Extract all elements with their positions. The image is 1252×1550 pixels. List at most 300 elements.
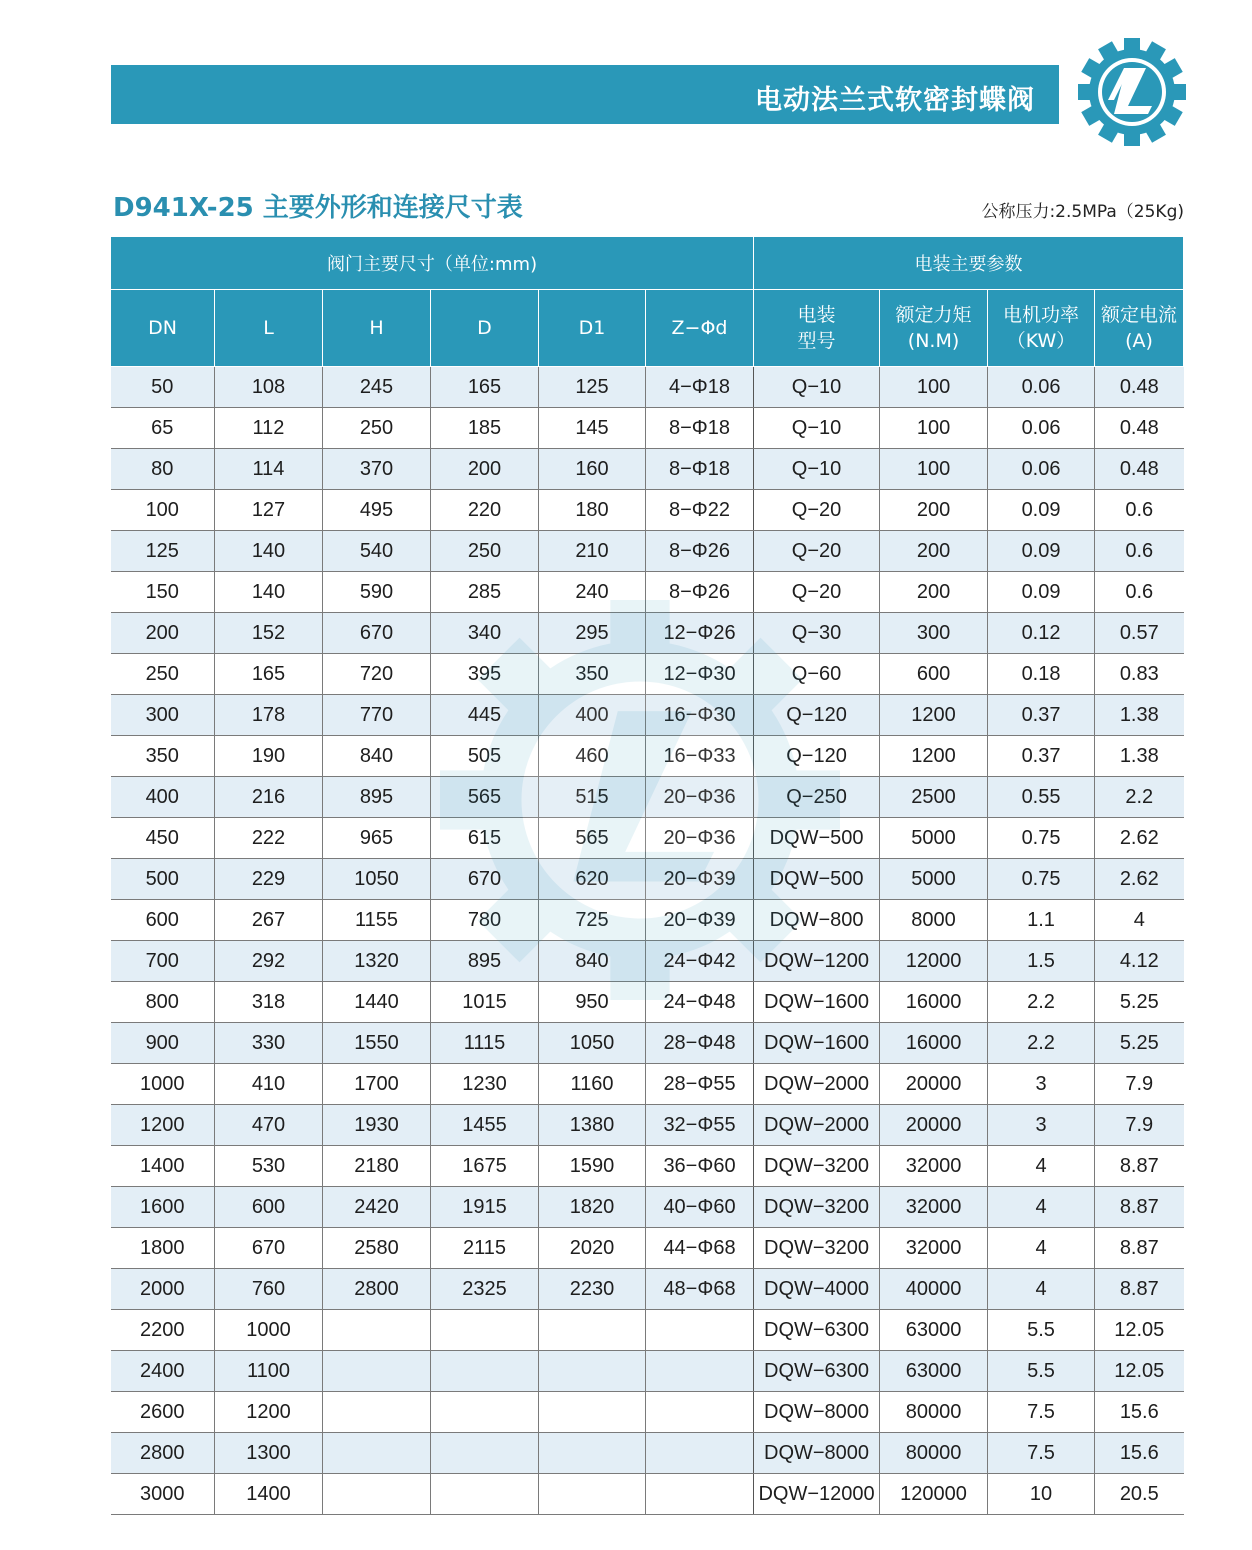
table-row <box>111 1310 1184 1351</box>
col-dn-cell: 2200 <box>111 1310 215 1351</box>
group-header-valve: 阀门主要尺寸（单位:mm) <box>111 237 754 290</box>
col-h-cell: 895 <box>323 777 431 818</box>
col-motor-power-cell: 0.06 <box>988 367 1095 408</box>
col-l-cell: 760 <box>215 1269 323 1310</box>
col-z-phi-d-cell <box>646 1474 754 1515</box>
col-l-cell: 222 <box>215 818 323 859</box>
col-l-cell: 600 <box>215 1187 323 1228</box>
header-line: 额定力矩 <box>895 304 972 326</box>
table-row <box>111 900 1184 941</box>
col-z-phi-d-cell: 16−Φ30 <box>646 695 754 736</box>
col-rated-torque-cell: 80000 <box>880 1433 988 1474</box>
col-motor-power-cell: 10 <box>988 1474 1095 1515</box>
col-dn-cell: 3000 <box>111 1474 215 1515</box>
col-d1-cell: 295 <box>539 613 646 654</box>
col-d-cell: 200 <box>431 449 539 490</box>
col-rated-torque-cell: 5000 <box>880 818 988 859</box>
col-d-cell: 1015 <box>431 982 539 1023</box>
col-h-cell: 965 <box>323 818 431 859</box>
col-actuator-model-cell: Q−120 <box>754 695 880 736</box>
col-actuator-model-cell: DQW−500 <box>754 818 880 859</box>
col-d-cell: 780 <box>431 900 539 941</box>
col-d-cell: 1230 <box>431 1064 539 1105</box>
col-motor-power-cell: 0.09 <box>988 531 1095 572</box>
col-d-cell: 250 <box>431 531 539 572</box>
col-dn-cell: 400 <box>111 777 215 818</box>
table-row <box>111 818 1184 859</box>
col-dn-cell: 200 <box>111 613 215 654</box>
col-rated-current-cell: 7.9 <box>1095 1105 1184 1146</box>
col-h-cell: 245 <box>323 367 431 408</box>
col-l-cell: 410 <box>215 1064 323 1105</box>
col-h-cell: 1930 <box>323 1105 431 1146</box>
col-d-cell: 340 <box>431 613 539 654</box>
table-row <box>111 859 1184 900</box>
col-z-phi-d-cell: 16−Φ33 <box>646 736 754 777</box>
col-d1-cell: 350 <box>539 654 646 695</box>
col-d1-cell: 725 <box>539 900 646 941</box>
table-row <box>111 1064 1184 1105</box>
table-row <box>111 736 1184 777</box>
col-dn-cell: 1800 <box>111 1228 215 1269</box>
col-d-cell: 1915 <box>431 1187 539 1228</box>
col-dn-cell: 1400 <box>111 1146 215 1187</box>
col-z-phi-d-cell: 20−Φ39 <box>646 900 754 941</box>
col-dn-cell: 1200 <box>111 1105 215 1146</box>
col-dn-cell: 300 <box>111 695 215 736</box>
col-motor-power-cell: 4 <box>988 1228 1095 1269</box>
col-d-cell <box>431 1351 539 1392</box>
col-l-cell: 470 <box>215 1105 323 1146</box>
col-dn-cell: 1000 <box>111 1064 215 1105</box>
col-dn-cell: 50 <box>111 367 215 408</box>
table-row <box>111 449 1184 490</box>
col-actuator-model-cell: Q−20 <box>754 531 880 572</box>
col-rated-torque-cell: 100 <box>880 367 988 408</box>
table-row <box>111 941 1184 982</box>
col-d-cell: 670 <box>431 859 539 900</box>
col-z-phi-d-cell <box>646 1392 754 1433</box>
col-rated-torque-cell: 5000 <box>880 859 988 900</box>
col-h-cell: 1440 <box>323 982 431 1023</box>
col-l-cell: 292 <box>215 941 323 982</box>
header-line: D1 <box>578 317 606 339</box>
table-row <box>111 1269 1184 1310</box>
table-row <box>111 1351 1184 1392</box>
col-h-cell: 250 <box>323 408 431 449</box>
col-dn-cell: 65 <box>111 408 215 449</box>
col-actuator-model-cell: DQW−2000 <box>754 1064 880 1105</box>
col-l-cell: 112 <box>215 408 323 449</box>
col-z-phi-d-cell: 40−Φ60 <box>646 1187 754 1228</box>
col-rated-current-cell: 0.57 <box>1095 613 1184 654</box>
col-rated-torque-cell: 100 <box>880 449 988 490</box>
col-actuator-model-cell: DQW−3200 <box>754 1187 880 1228</box>
col-actuator-model-cell: Q−30 <box>754 613 880 654</box>
col-dn-cell: 2800 <box>111 1433 215 1474</box>
col-h-cell: 2580 <box>323 1228 431 1269</box>
col-h-cell <box>323 1392 431 1433</box>
col-motor-power-cell: 0.75 <box>988 859 1095 900</box>
col-rated-current-cell: 2.62 <box>1095 859 1184 900</box>
col-d1-cell: 180 <box>539 490 646 531</box>
header-line: 额定电流 <box>1101 304 1178 326</box>
col-actuator-model-cell: DQW−1600 <box>754 982 880 1023</box>
col-l-cell: 178 <box>215 695 323 736</box>
col-d-cell <box>431 1392 539 1433</box>
col-d1-cell <box>539 1310 646 1351</box>
col-rated-current-cell: 1.38 <box>1095 695 1184 736</box>
header-line: H <box>369 317 384 339</box>
col-z-phi-d-cell: 48−Φ68 <box>646 1269 754 1310</box>
group-header-actuator: 电装主要参数 <box>754 237 1184 290</box>
col-rated-current-cell: 7.9 <box>1095 1064 1184 1105</box>
col-l-header <box>215 290 323 367</box>
col-rated-current-cell: 20.5 <box>1095 1474 1184 1515</box>
col-d1-cell: 1380 <box>539 1105 646 1146</box>
col-motor-power-cell: 2.2 <box>988 1023 1095 1064</box>
col-d-header <box>431 290 539 367</box>
col-motor-power-cell: 0.37 <box>988 695 1095 736</box>
dimension-table <box>110 236 1184 1515</box>
col-h-cell: 1320 <box>323 941 431 982</box>
col-l-cell: 152 <box>215 613 323 654</box>
col-rated-torque-cell: 200 <box>880 490 988 531</box>
col-h-header <box>323 290 431 367</box>
col-h-cell: 1550 <box>323 1023 431 1064</box>
col-z-phi-d-cell: 8−Φ22 <box>646 490 754 531</box>
col-h-cell: 1700 <box>323 1064 431 1105</box>
table-row <box>111 1228 1184 1269</box>
col-d-cell: 565 <box>431 777 539 818</box>
col-dn-cell: 250 <box>111 654 215 695</box>
col-rated-current-cell: 0.83 <box>1095 654 1184 695</box>
col-z-phi-d-cell <box>646 1310 754 1351</box>
col-motor-power-cell: 0.09 <box>988 572 1095 613</box>
col-rated-torque-cell: 32000 <box>880 1187 988 1228</box>
col-h-cell <box>323 1310 431 1351</box>
col-h-cell: 670 <box>323 613 431 654</box>
col-actuator-model-cell: Q−10 <box>754 449 880 490</box>
col-dn-cell: 2600 <box>111 1392 215 1433</box>
col-motor-power-cell: 0.75 <box>988 818 1095 859</box>
col-motor-power-cell: 1.5 <box>988 941 1095 982</box>
col-actuator-model-cell: DQW−6300 <box>754 1310 880 1351</box>
col-d-cell: 2325 <box>431 1269 539 1310</box>
col-actuator-model-cell: DQW−2000 <box>754 1105 880 1146</box>
col-rated-torque-cell: 1200 <box>880 695 988 736</box>
col-motor-power-cell: 4 <box>988 1146 1095 1187</box>
col-h-cell: 495 <box>323 490 431 531</box>
col-d-cell: 445 <box>431 695 539 736</box>
col-d1-cell: 565 <box>539 818 646 859</box>
col-rated-current-cell: 0.6 <box>1095 572 1184 613</box>
table-row <box>111 1187 1184 1228</box>
col-z-phi-d-cell: 20−Φ39 <box>646 859 754 900</box>
col-rated-torque-cell: 200 <box>880 572 988 613</box>
header-line: （KW） <box>1006 330 1076 352</box>
col-dn-header <box>111 290 215 367</box>
col-rated-torque-cell: 100 <box>880 408 988 449</box>
table-row <box>111 1105 1184 1146</box>
col-rated-current-cell: 15.6 <box>1095 1392 1184 1433</box>
col-h-cell: 370 <box>323 449 431 490</box>
col-d-cell: 185 <box>431 408 539 449</box>
col-dn-cell: 150 <box>111 572 215 613</box>
col-d-cell: 1675 <box>431 1146 539 1187</box>
col-d-cell: 285 <box>431 572 539 613</box>
col-h-cell: 540 <box>323 531 431 572</box>
col-h-cell: 2800 <box>323 1269 431 1310</box>
col-d1-cell: 1590 <box>539 1146 646 1187</box>
col-dn-cell: 2400 <box>111 1351 215 1392</box>
col-h-cell: 720 <box>323 654 431 695</box>
table-row <box>111 1474 1184 1515</box>
col-rated-current-cell: 0.48 <box>1095 408 1184 449</box>
col-motor-power-cell: 5.5 <box>988 1351 1095 1392</box>
col-l-cell: 1400 <box>215 1474 323 1515</box>
col-l-cell: 1100 <box>215 1351 323 1392</box>
col-l-cell: 229 <box>215 859 323 900</box>
col-d-cell: 1455 <box>431 1105 539 1146</box>
col-z-phi-d-cell: 4−Φ18 <box>646 367 754 408</box>
col-rated-torque-cell: 2500 <box>880 777 988 818</box>
col-z-phi-d-header <box>646 290 754 367</box>
col-rated-torque-cell: 63000 <box>880 1310 988 1351</box>
col-l-cell: 140 <box>215 572 323 613</box>
col-rated-torque-cell: 200 <box>880 531 988 572</box>
table-row <box>111 367 1184 408</box>
col-motor-power-cell: 5.5 <box>988 1310 1095 1351</box>
col-h-cell: 770 <box>323 695 431 736</box>
col-d1-cell: 125 <box>539 367 646 408</box>
col-actuator-model-cell: DQW−6300 <box>754 1351 880 1392</box>
col-rated-current-header <box>1095 290 1184 367</box>
col-d1-cell: 160 <box>539 449 646 490</box>
col-d1-cell: 840 <box>539 941 646 982</box>
table-row <box>111 695 1184 736</box>
table-row <box>111 982 1184 1023</box>
col-l-cell: 530 <box>215 1146 323 1187</box>
col-z-phi-d-cell: 8−Φ18 <box>646 408 754 449</box>
col-rated-torque-cell: 1200 <box>880 736 988 777</box>
col-rated-current-cell: 8.87 <box>1095 1187 1184 1228</box>
col-z-phi-d-cell: 8−Φ26 <box>646 572 754 613</box>
col-actuator-model-cell: DQW−3200 <box>754 1228 880 1269</box>
col-d1-cell: 400 <box>539 695 646 736</box>
col-actuator-model-cell: Q−20 <box>754 490 880 531</box>
col-d1-cell: 2230 <box>539 1269 646 1310</box>
col-l-cell: 140 <box>215 531 323 572</box>
table-row <box>111 777 1184 818</box>
col-rated-current-cell: 2.2 <box>1095 777 1184 818</box>
col-motor-power-header <box>988 290 1095 367</box>
col-motor-power-cell: 0.18 <box>988 654 1095 695</box>
col-rated-torque-cell: 20000 <box>880 1064 988 1105</box>
col-motor-power-cell: 1.1 <box>988 900 1095 941</box>
col-h-cell: 1050 <box>323 859 431 900</box>
col-h-cell: 590 <box>323 572 431 613</box>
table-row <box>111 490 1184 531</box>
col-z-phi-d-cell: 44−Φ68 <box>646 1228 754 1269</box>
table-row <box>111 531 1184 572</box>
col-rated-current-cell: 4.12 <box>1095 941 1184 982</box>
col-d1-cell: 1820 <box>539 1187 646 1228</box>
header-line: Z−Φd <box>671 317 728 339</box>
col-dn-cell: 2000 <box>111 1269 215 1310</box>
col-dn-cell: 125 <box>111 531 215 572</box>
col-z-phi-d-cell: 24−Φ42 <box>646 941 754 982</box>
col-d1-cell: 950 <box>539 982 646 1023</box>
col-l-cell: 318 <box>215 982 323 1023</box>
col-rated-current-cell: 8.87 <box>1095 1146 1184 1187</box>
col-d1-cell: 515 <box>539 777 646 818</box>
col-actuator-model-cell: Q−60 <box>754 654 880 695</box>
col-dn-cell: 1600 <box>111 1187 215 1228</box>
col-rated-current-cell: 0.6 <box>1095 531 1184 572</box>
header-line: (N.M) <box>907 330 960 352</box>
col-rated-current-cell: 1.38 <box>1095 736 1184 777</box>
table-row <box>111 613 1184 654</box>
header-line: L <box>263 317 274 339</box>
col-h-cell <box>323 1351 431 1392</box>
col-h-cell: 840 <box>323 736 431 777</box>
col-d1-cell: 1160 <box>539 1064 646 1105</box>
table-row <box>111 408 1184 449</box>
col-z-phi-d-cell: 32−Φ55 <box>646 1105 754 1146</box>
col-z-phi-d-cell: 8−Φ26 <box>646 531 754 572</box>
col-z-phi-d-cell <box>646 1351 754 1392</box>
table-row <box>111 1433 1184 1474</box>
col-d-cell: 395 <box>431 654 539 695</box>
col-motor-power-cell: 7.5 <box>988 1392 1095 1433</box>
col-rated-current-cell: 0.48 <box>1095 367 1184 408</box>
col-motor-power-cell: 3 <box>988 1064 1095 1105</box>
col-rated-current-cell: 8.87 <box>1095 1269 1184 1310</box>
col-rated-torque-cell: 8000 <box>880 900 988 941</box>
col-rated-current-cell: 2.62 <box>1095 818 1184 859</box>
col-rated-current-cell: 5.25 <box>1095 982 1184 1023</box>
col-d1-cell: 240 <box>539 572 646 613</box>
table-row <box>111 1392 1184 1433</box>
col-z-phi-d-cell: 28−Φ55 <box>646 1064 754 1105</box>
col-l-cell: 114 <box>215 449 323 490</box>
col-rated-torque-cell: 20000 <box>880 1105 988 1146</box>
col-motor-power-cell: 3 <box>988 1105 1095 1146</box>
table-row <box>111 1023 1184 1064</box>
col-h-cell: 2180 <box>323 1146 431 1187</box>
col-l-cell: 108 <box>215 367 323 408</box>
col-l-cell: 1200 <box>215 1392 323 1433</box>
col-actuator-model-cell: Q−250 <box>754 777 880 818</box>
col-actuator-model-cell: DQW−500 <box>754 859 880 900</box>
col-d1-cell: 210 <box>539 531 646 572</box>
col-z-phi-d-cell: 20−Φ36 <box>646 777 754 818</box>
col-rated-torque-header <box>880 290 988 367</box>
header-line: 电机功率 <box>1003 304 1080 326</box>
company-logo-icon <box>1078 38 1186 146</box>
col-d-cell: 165 <box>431 367 539 408</box>
col-l-cell: 216 <box>215 777 323 818</box>
col-actuator-model-cell: DQW−8000 <box>754 1433 880 1474</box>
table-row <box>111 1146 1184 1187</box>
col-z-phi-d-cell: 8−Φ18 <box>646 449 754 490</box>
col-z-phi-d-cell: 12−Φ30 <box>646 654 754 695</box>
header-line: 型号 <box>797 330 836 352</box>
col-rated-torque-cell: 120000 <box>880 1474 988 1515</box>
header-line: DN <box>148 317 177 339</box>
col-actuator-model-cell: Q−10 <box>754 408 880 449</box>
col-d1-cell <box>539 1351 646 1392</box>
col-rated-current-cell: 5.25 <box>1095 1023 1184 1064</box>
col-dn-cell: 700 <box>111 941 215 982</box>
col-rated-torque-cell: 300 <box>880 613 988 654</box>
col-motor-power-cell: 0.55 <box>988 777 1095 818</box>
col-d-cell <box>431 1310 539 1351</box>
col-dn-cell: 100 <box>111 490 215 531</box>
col-z-phi-d-cell: 28−Φ48 <box>646 1023 754 1064</box>
col-h-cell <box>323 1433 431 1474</box>
col-rated-torque-cell: 63000 <box>880 1351 988 1392</box>
col-rated-torque-cell: 12000 <box>880 941 988 982</box>
col-l-cell: 190 <box>215 736 323 777</box>
col-rated-current-cell: 0.48 <box>1095 449 1184 490</box>
col-actuator-model-cell: DQW−4000 <box>754 1269 880 1310</box>
col-d1-cell: 1050 <box>539 1023 646 1064</box>
col-actuator-model-cell: Q−120 <box>754 736 880 777</box>
col-motor-power-cell: 2.2 <box>988 982 1095 1023</box>
col-d1-cell: 620 <box>539 859 646 900</box>
col-dn-cell: 350 <box>111 736 215 777</box>
col-l-cell: 267 <box>215 900 323 941</box>
col-d1-cell <box>539 1474 646 1515</box>
col-d1-cell: 145 <box>539 408 646 449</box>
col-d-cell: 505 <box>431 736 539 777</box>
col-actuator-model-cell: DQW−1600 <box>754 1023 880 1064</box>
col-d-cell: 895 <box>431 941 539 982</box>
col-rated-torque-cell: 16000 <box>880 982 988 1023</box>
col-motor-power-cell: 4 <box>988 1187 1095 1228</box>
col-dn-cell: 500 <box>111 859 215 900</box>
col-actuator-model-cell: DQW−12000 <box>754 1474 880 1515</box>
col-d-cell: 220 <box>431 490 539 531</box>
col-rated-torque-cell: 80000 <box>880 1392 988 1433</box>
col-actuator-model-cell: DQW−1200 <box>754 941 880 982</box>
col-dn-cell: 800 <box>111 982 215 1023</box>
col-l-cell: 670 <box>215 1228 323 1269</box>
col-l-cell: 330 <box>215 1023 323 1064</box>
col-h-cell: 2420 <box>323 1187 431 1228</box>
col-d-cell <box>431 1474 539 1515</box>
col-dn-cell: 600 <box>111 900 215 941</box>
col-rated-current-cell: 8.87 <box>1095 1228 1184 1269</box>
col-motor-power-cell: 4 <box>988 1269 1095 1310</box>
col-d1-cell <box>539 1392 646 1433</box>
col-dn-cell: 900 <box>111 1023 215 1064</box>
table-row <box>111 572 1184 613</box>
col-motor-power-cell: 7.5 <box>988 1433 1095 1474</box>
col-z-phi-d-cell: 36−Φ60 <box>646 1146 754 1187</box>
col-rated-torque-cell: 40000 <box>880 1269 988 1310</box>
col-dn-cell: 450 <box>111 818 215 859</box>
nominal-pressure: 公称压力:2.5MPa（25Kg) <box>981 202 1184 222</box>
col-actuator-model-cell: DQW−3200 <box>754 1146 880 1187</box>
col-d-cell <box>431 1433 539 1474</box>
col-d-cell: 615 <box>431 818 539 859</box>
header-line: D <box>477 317 492 339</box>
col-motor-power-cell: 0.06 <box>988 408 1095 449</box>
col-dn-cell: 80 <box>111 449 215 490</box>
